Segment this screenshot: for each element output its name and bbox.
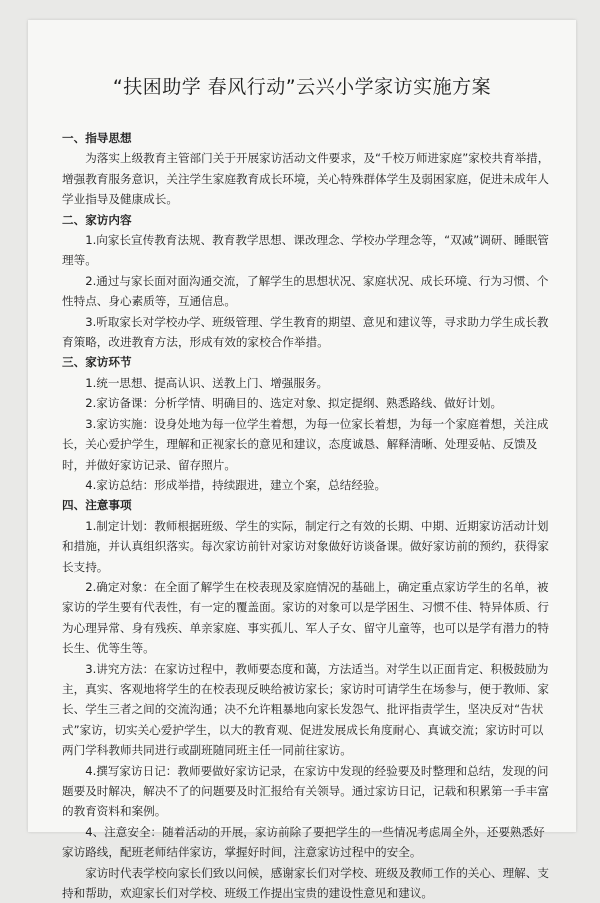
document-title: “扶困助学 春风行动”云兴小学家访实施方案 (112, 76, 492, 98)
paragraph: 为落实上级教育主管部门关于开展家访活动文件要求，及“千校万师进家庭”家校共育举措，增强教育服务意识，关注学生家庭教育成长环境，关心特殊群体学生及弱困家庭，促进未成年人学业指导及健康成长。 (62, 151, 550, 207)
section-heading: 三、家访环节 (62, 355, 132, 370)
paragraph: 3.讲究方法：在家访过程中，教师要态度和蔼，方法适当。对学生以正面肯定、积极鼓励为主，真实、客观地将学生的在校表现反映给被访家长；家访时可请学生在场参与，便于教师、家长、学生三者之间的交流沟通；决不允许粗暴地向家长发怨气、批评指责学生，坚决反对“告状式”家访，切实关心爱护学生，以大的教育观、促进发展成长角度耐心、真诚交流；家访时可以两门学科教师共同进行或副班随同班主任一同前往家访。 (62, 661, 549, 758)
paragraph: 4、注意安全：随着活动的开展，家访前除了要把学生的一些情况考虑周全外，还要熟悉好家访路线，配班老师结伴家访，掌握好时间，注意家访过程中的安全。 (62, 824, 545, 860)
section-heading: 二、家访内容 (62, 212, 132, 227)
paragraph: 3.听取家长对学校办学、班级管理、学生教育的期望、意见和建议等，寻求助力学生成长教育策略，改进教育方法，形成有效的家校合作举措。 (62, 314, 549, 350)
paragraph: 4.家访总结：形成举措，持续跟进，建立个案，总结经验。 (85, 477, 387, 492)
paragraph: 2.家访备课：分析学情、明确目的、选定对象、拟定提纲、熟悉路线、做好计划。 (85, 396, 503, 411)
paragraph: 3.家访实施：设身处地为每一位学生着想，为每一位家长着想，为每一个家庭着想，关注成长，关心爱护学生，理解和正视家长的意见和建议，态度诚恳、解释清晰、处理妥帖、反馈及时，并做好家访记录、留存照片。 (62, 416, 549, 472)
paragraph: 2.确定对象：在全面了解学生在校表现及家庭情况的基础上，确定重点家访学生的名单，被家访的学生要有代表性，有一定的覆盖面。家访的对象可以是学困生、习惯不佳、特异体质、行为心理异常、身有残疾、单亲家庭、事实孤儿、军人子女、留守儿童等，也可以是学有潜力的特长生、优等生等。 (62, 579, 549, 656)
document-page (28, 20, 576, 901)
paragraph: 1.制定计划：教师根据班级、学生的实际，制定行之有效的长期、中期、近期家访活动计划和措施，并认真组织落实。每次家访前针对家访对象做好访谈备课。做好家访前的预约，获得家长支持。 (62, 518, 549, 574)
section-heading: 四、注意事项 (62, 498, 132, 513)
paragraph: 1.向家长宣传教育法规、教育教学思想、课改理念、学校办学理念等，“双减”调研、睡眠管理等。 (62, 233, 549, 268)
paragraph: 4.撰写家访日记：教师要做好家访记录，在家访中发现的经验要及时整理和总结，发现的问题要及时解决，解决不了的问题要及时汇报给有关领导。通过家访日记，记载和积累第一手丰富的教育资料和案例。 (62, 763, 549, 819)
paragraph: 2.通过与家长面对面沟通交流，了解学生的思想状况、家庭状况、成长环境、行为习惯、个性特点、身心素质等，互通信息。 (62, 273, 549, 309)
paragraph: 1.统一思想、提高认识、送教上门、增强服务。 (85, 375, 329, 390)
section-heading: 一、指导思想 (62, 131, 132, 145)
paragraph: 家访时代表学校向家长们致以问候，感谢家长们对学校、班级及教师工作的关心、理解、支持和帮助，欢迎家长们对学校、班级工作提出宝贵的建设性意见和建议。 (62, 865, 549, 901)
document-body (62, 128, 552, 903)
